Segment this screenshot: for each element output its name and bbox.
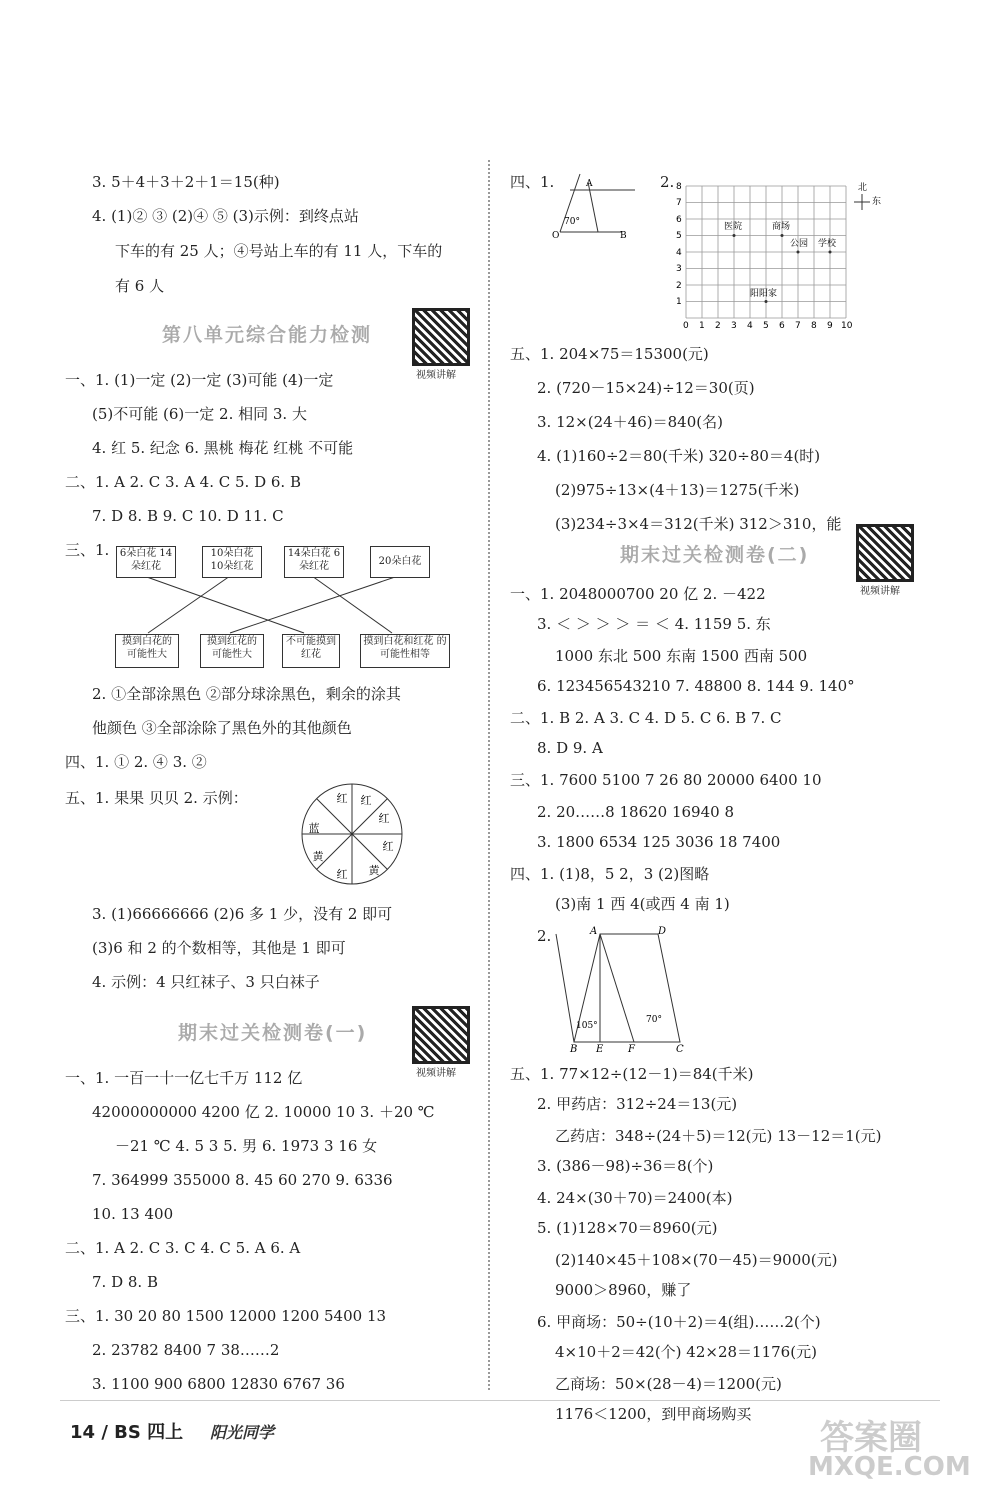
angle-label: 105° — [576, 1021, 598, 1031]
answer-line: 二、1. B 2. A 3. C 4. D 5. C 6. B 7. C — [510, 709, 782, 727]
answer-line: 四、1. — [510, 173, 555, 191]
answer-line: 五、1. 204×75＝15300(元) — [510, 345, 709, 363]
answer-line: 10. 13 400 — [92, 1205, 174, 1223]
vertex-label: D — [658, 926, 667, 937]
answer-line: 2. ①全部涂黑色 ②部分球涂黑色，剩余的涂其 — [92, 685, 401, 703]
map-label: 公园 — [790, 239, 809, 249]
answer-line: 3. ＜ ＞ ＞ ＞ ＝ ＜ 4. 1159 5. 东 — [537, 615, 771, 633]
answer-line: 五、1. 77×12÷(12－1)＝84(千米) — [510, 1065, 754, 1083]
map-label: 医院 — [724, 222, 743, 232]
qr-code-icon[interactable] — [412, 1006, 470, 1064]
answer-line: 3. (386－98)÷36＝8(个) — [537, 1157, 714, 1175]
vertex-label: E — [596, 1044, 604, 1054]
flower-box: 10朵白花 10朵红花 — [202, 546, 262, 578]
map-label: 学校 — [818, 239, 837, 249]
qr-code-icon[interactable] — [412, 308, 470, 366]
svg-text:7: 7 — [676, 198, 682, 208]
answer-line: －21 ℃ 4. 5 3 5. 男 6. 1973 3 16 女 — [115, 1137, 378, 1155]
answer-line: 4. (1)② ③ (2)④ ⑤ (3)示例：到终点站 — [92, 207, 359, 225]
svg-text:6: 6 — [779, 321, 785, 331]
svg-text:4: 4 — [747, 321, 753, 331]
answer-line: 二、1. A 2. C 3. C 4. C 5. A 6. A — [65, 1239, 301, 1257]
answer-line: 一、1. 2048000700 20 亿 2. －422 — [510, 585, 766, 603]
vertex-label: F — [628, 1044, 635, 1054]
vertex-label: A — [590, 926, 598, 937]
answer-line: 7. 364999 355000 8. 45 60 270 9. 6336 — [92, 1171, 393, 1189]
answer-line: 4. 24×(30＋70)＝2400(本) — [537, 1189, 733, 1207]
answer-line: 4. (1)160÷2＝80(千米) 320÷80＝4(时) — [537, 447, 821, 465]
svg-text:O: O — [552, 231, 560, 241]
answer-line: (3)6 和 2 的个数相等，其他是 1 即可 — [92, 939, 346, 957]
wheel-label: 蓝 — [308, 822, 320, 835]
answer-line: 他颜色 ③全部涂除了黑色外的其他颜色 — [92, 719, 352, 737]
answer-line: 有 6 人 — [115, 277, 165, 295]
page-number: 14 / BS 四上 — [70, 1422, 184, 1443]
svg-text:2: 2 — [715, 321, 721, 331]
spinner-wheel — [300, 782, 404, 886]
answer-line: 6. 123456543210 7. 48800 8. 144 9. 140° — [537, 677, 855, 695]
wheel-label: 红 — [360, 794, 372, 807]
wheel-label: 红 — [336, 868, 348, 881]
answer-line: 1000 东北 500 东南 1500 西南 500 — [555, 647, 808, 665]
flower-box: 14朵白花 6朵红花 — [284, 546, 344, 578]
answer-line: 二、1. A 2. C 3. A 4. C 5. D 6. B — [65, 473, 301, 491]
wheel-label: 红 — [378, 812, 390, 825]
answer-line: 四、1. ① 2. ④ 3. ② — [65, 753, 207, 771]
column-divider — [488, 160, 490, 1390]
answer-line: 7. D 8. B 9. C 10. D 11. C — [92, 507, 284, 525]
qr-caption: 视频讲解 — [860, 586, 900, 597]
section-title: 期末过关检测卷(二) — [620, 544, 810, 566]
parallel-lines-figure — [550, 172, 640, 242]
answer-line: 9000＞8960，赚了 — [555, 1281, 692, 1299]
compass-label: 东 — [872, 197, 882, 207]
answer-line: 2. 23782 8400 7 38……2 — [92, 1341, 280, 1359]
svg-text:4: 4 — [676, 248, 682, 258]
answer-line: 4×10＋2＝42(个) 42×28＝1176(元) — [555, 1343, 817, 1361]
wheel-label: 黄 — [312, 850, 324, 863]
result-box: 不可能摸到 红花 — [282, 634, 340, 668]
svg-text:9: 9 — [827, 321, 833, 331]
answer-line: 3. (1)66666666 (2)6 多 1 少，没有 2 即可 — [92, 905, 393, 923]
flower-box: 6朵白花 14朵红花 — [116, 546, 176, 578]
compass-label: 北 — [858, 183, 868, 193]
answer-line: (5)不可能 (6)一定 2. 相同 3. 大 — [92, 405, 307, 423]
svg-text:1: 1 — [699, 321, 705, 331]
svg-text:6: 6 — [676, 215, 682, 225]
qr-code-icon[interactable] — [856, 524, 914, 582]
answer-line: 7. D 8. B — [92, 1273, 158, 1291]
answer-line: (3)南 1 西 4(或西 4 南 1) — [555, 895, 730, 913]
answer-line: 乙商场：50×(28－4)＝1200(元) — [555, 1375, 782, 1393]
watermark: 答案圈 — [820, 1418, 922, 1458]
vertex-label: B — [570, 1044, 578, 1054]
answer-line: 2. — [537, 927, 552, 945]
answer-line: 三、1. 7600 5100 7 26 80 20000 6400 10 — [510, 771, 822, 789]
section-title: 第八单元综合能力检测 — [162, 324, 373, 346]
answer-line: 3. 5＋4＋3＋2＋1＝15(种) — [92, 173, 280, 191]
svg-text:10: 10 — [841, 321, 853, 331]
answer-line: 三、1. 30 20 80 1500 12000 1200 5400 13 — [65, 1307, 387, 1325]
result-box: 摸到白花的 可能性大 — [115, 634, 179, 668]
result-box: 摸到白花和红花 的可能性相等 — [360, 634, 450, 668]
answer-line: 乙药店：348÷(24＋5)＝12(元) 13－12＝1(元) — [555, 1127, 882, 1145]
answer-line: 3. 1100 900 6800 12830 6767 36 — [92, 1375, 345, 1393]
svg-text:B: B — [620, 231, 627, 241]
qr-caption: 视频讲解 — [416, 370, 456, 381]
answer-line: 2. 甲药店：312÷24＝13(元) — [537, 1095, 738, 1113]
svg-text:8: 8 — [811, 321, 817, 331]
svg-text:0: 0 — [683, 321, 689, 331]
coordinate-map — [672, 178, 892, 333]
answer-line: 下车的有 25 人；④号站上车的有 11 人，下车的 — [115, 242, 443, 260]
answer-line: 5. (1)128×70＝8960(元) — [537, 1219, 718, 1237]
watermark: MXQE.COM — [808, 1452, 971, 1482]
svg-text:1: 1 — [676, 297, 682, 307]
answer-line: 2. 20……8 18620 16940 8 — [537, 803, 734, 821]
svg-text:5: 5 — [763, 321, 769, 331]
answer-line: (2)140×45＋108×(70－45)＝9000(元) — [555, 1251, 838, 1269]
answer-line: (2)975÷13×(4＋13)＝1275(千米) — [555, 481, 800, 499]
svg-text:2: 2 — [676, 281, 682, 291]
answer-line: 一、1. 一百一十一亿七千万 112 亿 — [65, 1069, 303, 1087]
answer-line: 一、1. (1)一定 (2)一定 (3)可能 (4)一定 — [65, 371, 334, 389]
answer-line: 8. D 9. A — [537, 739, 603, 757]
result-box: 摸到红花的 可能性大 — [200, 634, 264, 668]
wheel-label: 黄 — [368, 864, 380, 877]
answer-line: 1176＜1200，到甲商场购买 — [555, 1405, 752, 1423]
brand-logo: 阳光同学 — [210, 1423, 275, 1442]
map-label: 商场 — [772, 222, 791, 232]
answer-line: 3. 12×(24＋46)＝840(名) — [537, 413, 723, 431]
angle-label: 70° — [646, 1015, 662, 1025]
qr-caption: 视频讲解 — [416, 1068, 456, 1079]
angle-label: 70° — [564, 217, 580, 227]
wheel-label: 红 — [382, 840, 394, 853]
answer-line: 三、1. — [65, 541, 110, 559]
wheel-label: 红 — [336, 792, 348, 805]
answer-line: 42000000000 4200 亿 2. 10000 10 3. ＋20 ℃ — [92, 1103, 435, 1121]
svg-text:8: 8 — [676, 182, 682, 192]
footer-rule — [60, 1400, 940, 1401]
answer-line: 6. 甲商场：50÷(10＋2)＝4(组)……2(个) — [537, 1313, 821, 1331]
answer-line: 4. 示例：4 只红袜子、3 只白袜子 — [92, 973, 320, 991]
trapezoid-figure — [554, 924, 694, 1054]
section-title: 期末过关检测卷(一) — [178, 1022, 368, 1044]
answer-line: 2. — [660, 173, 675, 191]
svg-text:3: 3 — [676, 264, 682, 274]
svg-text:3: 3 — [731, 321, 737, 331]
answer-line: 四、1. (1)8，5 2，3 (2)图略 — [510, 865, 710, 883]
svg-text:A: A — [586, 179, 593, 189]
answer-line: 4. 红 5. 纪念 6. 黑桃 梅花 红桃 不可能 — [92, 439, 354, 457]
answer-line: (3)234÷3×4＝312(千米) 312＞310，能 — [555, 515, 842, 533]
answer-line: 3. 1800 6534 125 3036 18 7400 — [537, 833, 781, 851]
vertex-label: C — [676, 1044, 684, 1054]
map-label: 阳阳家 — [750, 289, 778, 299]
svg-text:7: 7 — [795, 321, 801, 331]
svg-text:5: 5 — [676, 231, 682, 241]
answer-line: 2. (720－15×24)÷12＝30(页) — [537, 379, 755, 397]
flower-box: 20朵白花 — [370, 546, 430, 578]
answer-line: 五、1. 果果 贝贝 2. 示例： — [65, 789, 248, 807]
